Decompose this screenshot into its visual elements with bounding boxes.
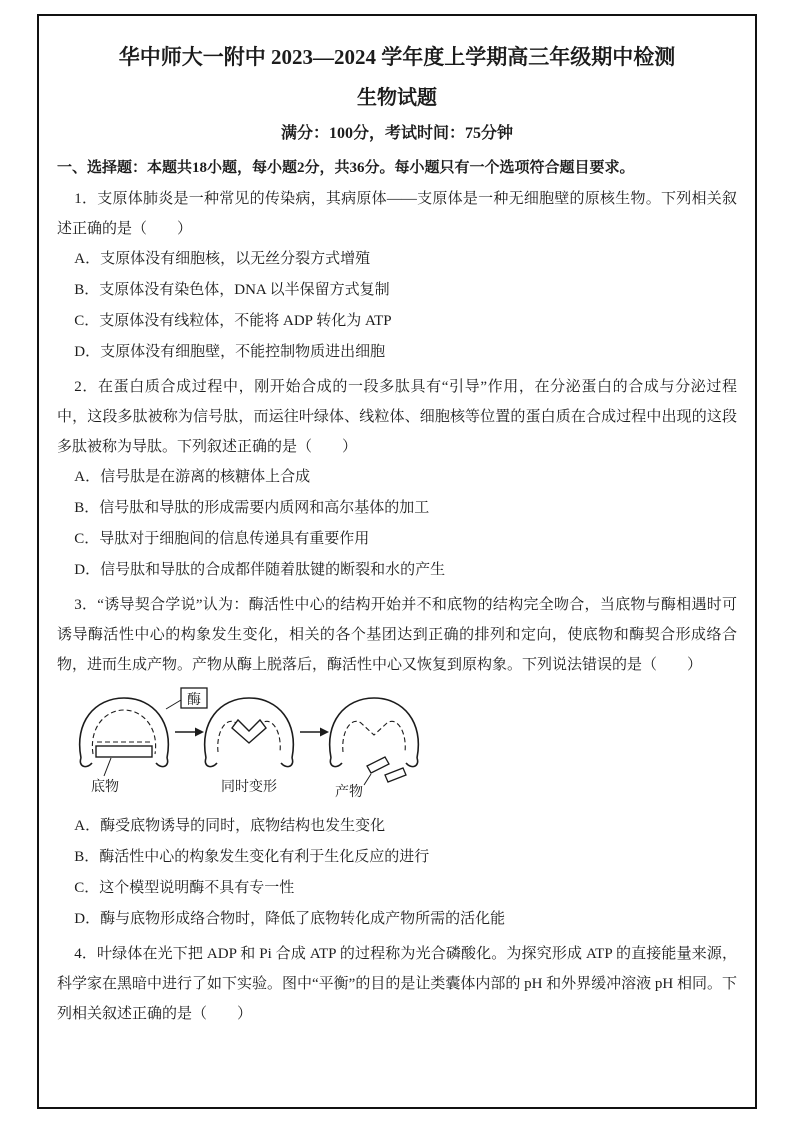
substrate-label: 底物 xyxy=(91,780,119,795)
substrate-pointer-line xyxy=(104,758,111,776)
question-2-option-a: A．信号肽是在游离的核糖体上合成 xyxy=(74,469,311,485)
enzyme-label: 酶 xyxy=(187,693,201,708)
product-piece-2 xyxy=(385,768,406,782)
question-4-stem: 4．叶绿体在光下把 ADP 和 Pi 合成 ATP 的过程称为光合磷酸化。为探究形成 ATP 的直接能量来源，科学家在黑暗中进行了如下实验。图中“平衡”的目的是让类囊体内部的 pH 和外界缓冲溶液 pH 相同。下列相关叙述正确的是（ ） xyxy=(57,946,737,1022)
exam-subtitle: 生物试题 xyxy=(357,87,437,109)
section-header: 一、选择题：本题共18小题，每小题2分，共36分。每小题只有一个选项符合题目要求。 xyxy=(57,160,635,176)
question-3-stem: 3．“诱导契合学说”认为：酶活性中心的结构开始并不和底物的结构完全吻合，当底物与酶相遇时可诱导酶活性中心的构象发生变化，相关的各个基团达到正确的排列和定向，使底物和酶契合形成络合物，进而生成产物。产物从酶上脱落后，酶活性中心又恢复到原构象。下列说法错误的是（ ） xyxy=(57,597,737,673)
enzyme-stage-initial xyxy=(80,698,169,795)
question-2-option-b: B．信号肽和导肽的形成需要内质网和高尔基体的加工 xyxy=(74,500,430,516)
enzyme-stage-product xyxy=(330,698,419,800)
question-4 xyxy=(57,939,737,1029)
transform-label: 同时变形 xyxy=(221,780,277,795)
arrow-right-icon xyxy=(175,728,204,737)
enzyme-diagram-svg xyxy=(69,686,429,804)
substrate-rect xyxy=(96,746,152,757)
question-3-option-d: D．酶与底物形成络合物时，降低了底物转化成产物所需的活化能 xyxy=(74,911,506,927)
product-label: 产物 xyxy=(335,785,363,800)
question-1-option-a: A．支原体没有细胞核，以无丝分裂方式增殖 xyxy=(74,251,371,267)
enzyme-label-group xyxy=(166,688,207,709)
question-2 xyxy=(57,372,737,586)
question-3-option-b: B．酶活性中心的构象发生变化有利于生化反应的进行 xyxy=(74,849,430,865)
enzyme-stage-induced-fit xyxy=(205,698,294,795)
question-2-option-c: C．导肽对于细胞间的信息传递具有重要作用 xyxy=(74,531,370,547)
question-2-stem: 2．在蛋白质合成过程中，刚开始合成的一段多肽具有“引导”作用，在分泌蛋白的合成与分泌过程中，这段多肽被称为信号肽，而运往叶绿体、线粒体、细胞核等位置的蛋白质在合成过程中出现的这段多肽被称为导肽。下列叙述正确的是（ ） xyxy=(57,379,737,455)
question-3-option-a: A．酶受底物诱导的同时，底物结构也发生变化 xyxy=(74,818,386,834)
question-3-option-c: C．这个模型说明酶不具有专一性 xyxy=(74,880,295,896)
arrow-right-icon xyxy=(300,728,329,737)
question-1-stem: 1．支原体肺炎是一种常见的传染病，其病原体——支原体是一种无细胞壁的原核生物。下列相关叙述正确的是（ ） xyxy=(57,191,737,237)
page-content xyxy=(57,42,737,1033)
exam-title: 华中师大一附中 2023—2024 学年度上学期高三年级期中检测 xyxy=(118,45,676,69)
bent-substrate-shape xyxy=(232,720,266,743)
question-1-option-b: B．支原体没有染色体，DNA 以半保留方式复制 xyxy=(74,282,390,298)
question-3 xyxy=(57,590,737,935)
product-pointer-line xyxy=(364,774,371,785)
question-2-option-d: D．信号肽和导肽的合成都伴随着肽键的断裂和水的产生 xyxy=(74,562,446,578)
question-1 xyxy=(57,184,737,368)
product-piece-1 xyxy=(367,757,389,773)
enzyme-pointer-line xyxy=(166,700,181,709)
active-site-dashed-contour xyxy=(343,721,406,752)
question-1-option-c: C．支原体没有线粒体，不能将 ADP 转化为 ATP xyxy=(74,313,392,329)
exam-info: 满分：100分，考试时间：75分钟 xyxy=(280,125,513,142)
question-1-option-d: D．支原体没有细胞壁，不能控制物质进出细胞 xyxy=(74,344,386,360)
enzyme-diagram xyxy=(69,686,737,809)
